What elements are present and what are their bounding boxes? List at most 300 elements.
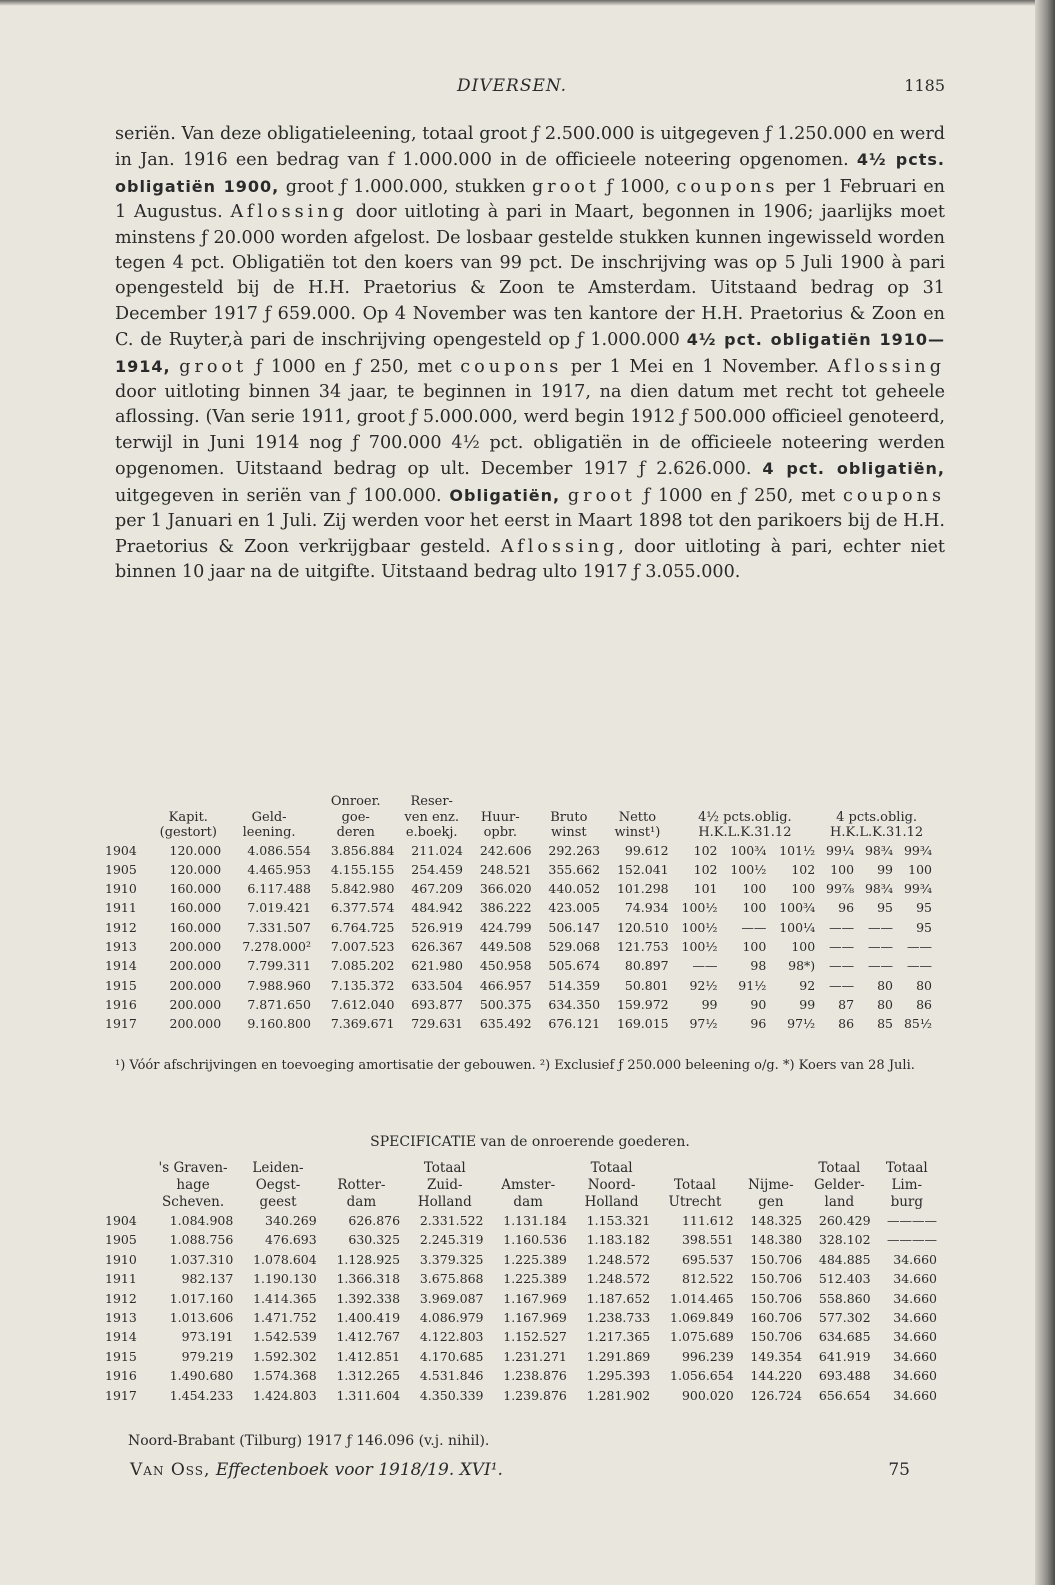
table-cell: ———— xyxy=(887,1232,937,1248)
table-cell: 656.654 xyxy=(818,1387,871,1403)
table-cell: 1.248.572 xyxy=(586,1251,651,1267)
table-row xyxy=(105,1230,940,1249)
table-cell: 80.897 xyxy=(624,958,669,974)
text-run: seriën. Van deze obligatieleening, totaal groot xyxy=(115,124,533,144)
table-cell: 150.706 xyxy=(750,1290,803,1306)
table-cell: 100 xyxy=(742,881,767,897)
table-cell: 626.876 xyxy=(348,1213,401,1228)
table-cell: 366.020 xyxy=(479,881,532,897)
bond-heading-1910-1914: 4½ pct. obligatiën 1910—1914, xyxy=(115,330,945,376)
table-cell: —— xyxy=(829,977,855,993)
row-year: 1914 xyxy=(105,958,137,974)
table-cell: 7.799.311 xyxy=(247,958,311,974)
table-cell: 80 xyxy=(877,977,893,993)
financial-table-header xyxy=(105,794,935,841)
table-cell: 120.510 xyxy=(616,919,669,935)
table-row xyxy=(105,1211,940,1230)
table-cell: 100¾ xyxy=(730,842,767,858)
text-run: uitgegeven in seriën van ƒ 100.000. xyxy=(115,485,450,506)
table-cell: 99 xyxy=(799,996,816,1012)
table-cell: 1.238.733 xyxy=(586,1310,651,1326)
table-cell: 1.366.318 xyxy=(336,1271,401,1287)
table-cell: 6.764.725 xyxy=(330,919,395,935)
table-cell: 1.014.465 xyxy=(670,1290,734,1306)
table-cell: 95 xyxy=(877,900,893,916)
row-year: 1915 xyxy=(105,977,137,993)
spaced-term: Aflossing xyxy=(500,536,619,557)
table-row xyxy=(105,1308,940,1327)
table-cell: 529.068 xyxy=(548,938,601,954)
table-cell: 159.972 xyxy=(616,996,669,1012)
table-cell: 1.592.302 xyxy=(253,1348,317,1364)
table-cell: 7.135.372 xyxy=(330,977,395,993)
table-cell: 97½ xyxy=(689,1016,718,1032)
table-cell: 693.877 xyxy=(411,996,463,1012)
table-cell: 100¼ xyxy=(779,919,816,935)
table-cell: 1.490.680 xyxy=(169,1368,234,1384)
spaced-term: coupons xyxy=(843,485,945,506)
table-cell: 1.392.338 xyxy=(336,1290,401,1306)
table-cell: 812.522 xyxy=(681,1271,734,1287)
table-cell: 1.400.419 xyxy=(336,1310,401,1326)
spaced-term: coupons xyxy=(676,176,779,197)
table-cell: 96 xyxy=(750,1016,767,1032)
table-cell: 7.612.040 xyxy=(330,996,395,1012)
table-cell: 102 xyxy=(791,861,816,877)
spaced-term: Aflossing xyxy=(230,202,348,223)
column-header: Reser- ven enz. e.boekj. xyxy=(404,794,460,840)
table-cell: 476.693 xyxy=(265,1232,317,1248)
column-header: Kapit. (gestort) xyxy=(159,809,217,840)
column-header: Onroer. goe- deren xyxy=(330,794,381,840)
row-year: 1917 xyxy=(105,1016,137,1032)
table-cell: 100½ xyxy=(681,900,718,916)
table-cell: 3.379.325 xyxy=(419,1251,484,1267)
table-cell: 9.160.800 xyxy=(247,1016,311,1032)
table-cell: 4.350.339 xyxy=(419,1387,484,1403)
table-cell: 100 xyxy=(791,938,816,954)
text-run xyxy=(560,486,568,506)
table-cell: 1.248.572 xyxy=(586,1271,651,1287)
table-cell: 729.631 xyxy=(411,1016,463,1032)
table-cell: 99.612 xyxy=(624,842,669,858)
table-footnotes: ¹) Vóór afschrijvingen en toevoeging amortisatie der gebouwen. ²) Exclusief ƒ 250.000 beleening o/g. *) Koers van 28 Juli. xyxy=(115,1058,915,1073)
row-year: 1905 xyxy=(105,1232,137,1248)
table-cell: 100 xyxy=(908,861,932,877)
table-row xyxy=(105,956,935,975)
table-cell: 254.459 xyxy=(411,861,463,877)
text-run: per 1 Januari en 1 Juli. Zij werden voor het eerst in Maart 1898 tot den parikoers bij de H.H. Praetorius & Zoon verkrijgbaar gesteld. xyxy=(115,511,945,557)
table-cell: —— xyxy=(867,919,893,935)
table-cell: 3.969.087 xyxy=(419,1290,484,1306)
text-run: ƒ 1000 en ƒ 250, met xyxy=(247,356,461,377)
footer-volume: XVI¹. xyxy=(459,1460,503,1480)
table-cell: 505.674 xyxy=(548,958,601,974)
row-year: 1910 xyxy=(105,881,137,897)
table-cell: 98 xyxy=(750,958,767,974)
table-cell: 200.000 xyxy=(169,1016,222,1032)
table-cell: —— xyxy=(907,958,932,974)
table-cell: 1.291.869 xyxy=(586,1348,651,1364)
financial-table xyxy=(105,794,935,1033)
table-cell: 1.225.389 xyxy=(503,1271,567,1287)
row-year: 1913 xyxy=(105,938,137,954)
table-cell: 100½ xyxy=(681,919,718,935)
table-cell: 1.017.160 xyxy=(169,1290,234,1306)
table-cell: 126.724 xyxy=(750,1387,803,1403)
main-paragraph xyxy=(115,122,945,585)
row-year: 1912 xyxy=(105,1290,137,1306)
column-header: 4½ pcts.oblig. H.K.L.K.31.12 xyxy=(698,809,792,840)
table-cell: 92 xyxy=(799,977,816,993)
column-header: 4 pcts.oblig. H.K.L.K.31.12 xyxy=(830,809,924,840)
table-cell: 34.660 xyxy=(893,1387,937,1403)
table-cell: 1.412.767 xyxy=(336,1329,401,1345)
table-cell: 506.147 xyxy=(548,919,601,935)
text-run: per 1 Mei en 1 November. xyxy=(562,356,828,377)
table-cell: 1.153.321 xyxy=(586,1213,651,1228)
table-cell: 7.369.671 xyxy=(330,1016,395,1032)
row-year: 1914 xyxy=(105,1329,137,1345)
table-cell: 149.354 xyxy=(750,1348,803,1364)
table-cell: 996.239 xyxy=(681,1348,734,1364)
table-cell: 1.183.182 xyxy=(586,1232,651,1248)
column-header: Rotter- dam xyxy=(337,1177,386,1210)
text-run: ƒ 1000 en ƒ 250, met xyxy=(635,485,843,506)
table-cell: 695.537 xyxy=(681,1251,734,1267)
table-cell: 1.454.233 xyxy=(169,1387,234,1403)
table-cell: 1.574.368 xyxy=(253,1368,317,1384)
table-cell: 102 xyxy=(693,861,718,877)
spaced-term: Aflossing xyxy=(827,356,945,377)
row-year: 1904 xyxy=(105,842,137,858)
table-cell: 1.312.265 xyxy=(336,1368,401,1384)
table-row xyxy=(105,1250,940,1269)
table-cell: 86 xyxy=(916,996,932,1012)
row-year: 1916 xyxy=(105,1368,137,1384)
table-cell: 160.000 xyxy=(169,881,222,897)
table-cell: 34.660 xyxy=(893,1251,937,1267)
table-cell: 242.606 xyxy=(479,842,532,858)
text-run: ƒ 1000, xyxy=(599,176,677,197)
footer-page-number: 75 xyxy=(888,1460,910,1480)
table-cell: 6.117.488 xyxy=(247,881,311,897)
column-header xyxy=(105,1160,150,1211)
table-cell: 99¼ xyxy=(826,842,855,858)
table-cell: 1.167.969 xyxy=(503,1310,567,1326)
table-cell: 99 xyxy=(701,996,718,1012)
table-cell: 558.860 xyxy=(818,1290,871,1306)
table-cell: 1.231.271 xyxy=(503,1348,567,1364)
table-cell: 34.660 xyxy=(893,1310,937,1326)
table-row xyxy=(105,879,935,898)
table-cell: ———— xyxy=(887,1213,937,1228)
column-header xyxy=(105,794,152,841)
spaced-term: coupons xyxy=(460,356,563,377)
table-cell: 150.706 xyxy=(750,1271,803,1287)
table-cell: 7.085.202 xyxy=(330,958,395,974)
table-row xyxy=(105,1289,940,1308)
table-cell: 1.238.876 xyxy=(503,1368,567,1384)
table-cell: 200.000 xyxy=(169,958,222,974)
page-footer xyxy=(130,1460,910,1484)
table-cell: 484.942 xyxy=(411,900,463,916)
table-cell: 150.706 xyxy=(750,1329,803,1345)
table-cell: —— xyxy=(829,919,855,935)
table-cell: 100¾ xyxy=(779,900,816,916)
table-row xyxy=(105,937,935,956)
table-cell: 3.856.884 xyxy=(330,842,395,858)
table-cell: 398.551 xyxy=(681,1232,734,1248)
table-cell: 99⅞ xyxy=(826,881,855,897)
table-cell: 211.024 xyxy=(411,842,463,858)
table-cell: 1.217.365 xyxy=(586,1329,651,1345)
text-run xyxy=(171,357,180,377)
table-cell: 900.020 xyxy=(681,1387,734,1403)
table-cell: 1.013.606 xyxy=(169,1310,234,1326)
table-cell: 633.504 xyxy=(411,977,463,993)
table-cell: 4.122.803 xyxy=(419,1329,484,1345)
column-header: Totaal Lim- burg xyxy=(885,1160,928,1210)
table-cell: 6.377.574 xyxy=(330,900,395,916)
specification-title: SPECIFICATIE van de onroerende goederen. xyxy=(370,1134,690,1150)
table-cell: 1.471.752 xyxy=(253,1310,317,1326)
table-cell: 200.000 xyxy=(169,977,222,993)
table-row xyxy=(105,976,935,995)
column-header: Huur- opbr. xyxy=(480,809,520,840)
text-run: ƒ 2.500.000 is uitgegeven ƒ 1.250.000 en werd in Jan. 1916 een bedrag van f 1.000.000 in de officieele noteering opgenomen. xyxy=(115,124,945,171)
column-header: Totaal Utrecht xyxy=(668,1177,722,1210)
bond-heading-obligatien: Obligatiën, xyxy=(449,485,561,505)
table-cell: 102 xyxy=(693,842,718,858)
table-cell: 96 xyxy=(838,900,855,916)
row-year: 1911 xyxy=(105,900,137,916)
text-run: groot ƒ 1.000.000, stukken xyxy=(279,176,533,197)
table-cell: 634.685 xyxy=(818,1329,871,1345)
table-cell: 34.660 xyxy=(893,1348,937,1364)
table-cell: 1.128.925 xyxy=(336,1251,401,1267)
table-cell: 4.170.685 xyxy=(419,1348,484,1364)
table-row xyxy=(105,1347,940,1366)
noord-brabant-note: Noord-Brabant (Tilburg) 1917 ƒ 146.096 (v.j. nihil). xyxy=(128,1433,490,1449)
table-cell: 1.152.527 xyxy=(503,1329,567,1345)
table-row xyxy=(105,995,935,1014)
table-cell: 34.660 xyxy=(893,1329,937,1345)
footer-publisher: Van Oss, xyxy=(130,1460,211,1480)
row-year: 1905 xyxy=(105,861,137,877)
text-run: door uitloting à pari in Maart, begonnen in 1906; jaarlijks moet minstens ƒ 20.000 worden afgelost. De losbaar gestelde stukken kunnen ingewisseld worden tegen 4 pct. Obligatiën tot den koers van 99 pct. De inschrijving was op 5 Juli 1900 à pari opengesteld bij de H.H. Praetorius & Zoon te Amsterdam. Uitstaand bedrag op 31 December 1917 ƒ 659.000. Op 4 November was ten kantore der H.H. Praetorius & Zoon en C. de Ruyter,à pari de inschrijving opengesteld op ƒ 1.000.000 xyxy=(115,202,946,351)
column-header: Totaal Zuid- Holland xyxy=(417,1160,472,1210)
table-cell: 160.706 xyxy=(750,1310,803,1326)
table-cell: 95 xyxy=(916,919,932,935)
table-cell: 693.488 xyxy=(818,1368,871,1384)
table-row xyxy=(105,918,935,937)
bond-heading-1900: 4½ pcts. obligatiën 1900, xyxy=(115,150,945,196)
table-cell: 4.086.979 xyxy=(419,1310,484,1326)
property-table-header xyxy=(105,1160,940,1211)
table-cell: 160.000 xyxy=(169,919,222,935)
table-row xyxy=(105,1327,940,1346)
column-header: 's Graven- hage Scheven. xyxy=(158,1160,228,1210)
table-row xyxy=(105,1366,940,1385)
table-cell: 1.412.851 xyxy=(336,1348,401,1364)
page-binding-edge xyxy=(1035,0,1055,1585)
table-cell: 4.465.953 xyxy=(247,861,311,877)
table-cell: 386.222 xyxy=(479,900,532,916)
table-cell: 1.131.184 xyxy=(503,1213,567,1228)
table-cell: 1.281.902 xyxy=(586,1387,651,1403)
text-run: , door uitloting à pari, echter niet binnen 10 jaar na de uitgifte. Uitstaand bedrag ulto 1917 ƒ 3.055.000. xyxy=(115,536,945,582)
table-cell: 200.000 xyxy=(169,938,222,954)
text-run: door uitloting binnen 34 jaar, te beginnen in 1917, na dien datum met recht tot geheele aflossing. (Van serie 1911, groot ƒ 5.000.000, werd begin 1912 ƒ 500.000 officieel genoteerd, terwijl in Juni 1914 nog ƒ 700.000 4½ pct. obligatiën in de officieele noteering werden opgenomen. Uitstaand bedrag op ult. December 1917 ƒ 2.626.000. xyxy=(115,382,945,480)
table-row xyxy=(105,1386,940,1405)
column-header: Leiden- Oegst- geest xyxy=(252,1160,304,1210)
column-header: Amster- dam xyxy=(501,1177,556,1210)
table-cell: 577.302 xyxy=(818,1310,871,1326)
table-cell: 1.424.803 xyxy=(253,1387,317,1403)
table-cell: 101.298 xyxy=(616,881,669,897)
table-cell: 2.331.522 xyxy=(419,1213,484,1228)
table-cell: 1.160.536 xyxy=(503,1232,567,1248)
table-cell: 80 xyxy=(877,996,893,1012)
table-cell: 169.015 xyxy=(616,1016,669,1032)
table-cell: 2.245.319 xyxy=(419,1232,484,1248)
table-cell: 100 xyxy=(742,900,767,916)
table-cell: 1.414.365 xyxy=(253,1290,317,1306)
column-header: Geld- leening. xyxy=(242,809,296,840)
column-header: Bruto winst xyxy=(550,809,588,840)
table-cell: —— xyxy=(829,938,855,954)
table-cell: 467.209 xyxy=(411,881,463,897)
table-cell: 1.088.756 xyxy=(169,1232,234,1248)
table-cell: 98¾ xyxy=(864,842,893,858)
table-cell: —— xyxy=(692,958,718,974)
row-year: 1910 xyxy=(105,1251,137,1267)
table-cell: 1.542.539 xyxy=(253,1329,317,1345)
table-cell: 248.521 xyxy=(479,861,532,877)
table-cell: 34.660 xyxy=(893,1368,937,1384)
table-cell: 34.660 xyxy=(893,1290,937,1306)
column-header: Totaal Gelder- land xyxy=(813,1160,865,1210)
table-cell: 641.919 xyxy=(818,1348,871,1364)
table-cell: 98¾ xyxy=(864,881,893,897)
row-year: 1913 xyxy=(105,1310,137,1326)
table-cell: 152.041 xyxy=(616,861,669,877)
table-cell: 973.191 xyxy=(181,1329,234,1345)
table-row xyxy=(105,860,935,879)
table-cell: 91½ xyxy=(738,977,767,993)
table-cell: 7.007.523 xyxy=(330,938,395,954)
table-cell: 101½ xyxy=(779,842,816,858)
table-cell: —— xyxy=(867,938,893,954)
header-page-number: 1185 xyxy=(904,76,945,95)
table-cell: 50.801 xyxy=(624,977,669,993)
table-cell: 7.331.507 xyxy=(247,919,311,935)
table-cell: 95 xyxy=(916,900,932,916)
table-cell: 466.957 xyxy=(479,977,532,993)
table-cell: 634.350 xyxy=(548,996,601,1012)
table-cell: 86 xyxy=(838,1016,855,1032)
table-cell: —— xyxy=(907,938,932,954)
table-cell: 1.078.604 xyxy=(253,1251,317,1267)
table-cell: 101 xyxy=(693,881,718,897)
paragraph-text xyxy=(115,122,945,585)
table-cell: 111.612 xyxy=(681,1213,734,1228)
table-cell: 121.753 xyxy=(616,938,669,954)
row-year: 1917 xyxy=(105,1387,137,1403)
table-cell: 7.278.000² xyxy=(242,938,311,954)
page-top-shadow xyxy=(0,0,1055,6)
table-cell: 148.380 xyxy=(750,1232,803,1248)
table-cell: 1.187.652 xyxy=(586,1290,651,1306)
table-cell: 449.508 xyxy=(479,938,532,954)
table-cell: 80 xyxy=(916,977,932,993)
table-cell: 85 xyxy=(877,1016,893,1032)
table-cell: 340.269 xyxy=(265,1213,317,1228)
table-cell: 90 xyxy=(750,996,767,1012)
table-cell: —— xyxy=(867,958,893,974)
table-cell: 676.121 xyxy=(548,1016,601,1032)
table-cell: 144.220 xyxy=(750,1368,803,1384)
table-cell: 1.190.130 xyxy=(253,1271,317,1287)
table-cell: 120.000 xyxy=(169,861,222,877)
table-cell: 514.359 xyxy=(548,977,601,993)
table-cell: 120.000 xyxy=(169,842,222,858)
table-cell: 100 xyxy=(742,938,767,954)
table-cell: 1.239.876 xyxy=(503,1387,567,1403)
table-cell: 100 xyxy=(791,881,816,897)
table-cell: 1.311.604 xyxy=(336,1387,401,1403)
table-cell: 260.429 xyxy=(818,1213,871,1228)
table-cell: 1.084.908 xyxy=(169,1213,234,1228)
table-cell: 1.069.849 xyxy=(670,1310,734,1326)
table-cell: 1.056.654 xyxy=(670,1368,734,1384)
table-cell: 200.000 xyxy=(169,996,222,1012)
table-cell: 635.492 xyxy=(479,1016,532,1032)
table-cell: 1.037.310 xyxy=(169,1251,234,1267)
table-cell: 150.706 xyxy=(750,1251,803,1267)
text-run: per 1 Februari en 1 Augustus. xyxy=(115,176,945,223)
table-cell: 3.675.868 xyxy=(419,1271,484,1287)
column-header: Nijme- gen xyxy=(748,1177,794,1210)
header-title: DIVERSEN. xyxy=(457,76,568,96)
table-cell: 34.660 xyxy=(893,1271,937,1287)
table-cell: 97½ xyxy=(787,1016,816,1032)
table-cell: 99¾ xyxy=(903,881,932,897)
footer-citation xyxy=(130,1460,503,1480)
table-cell: 99¾ xyxy=(903,842,932,858)
column-header: Totaal Noord- Holland xyxy=(584,1160,639,1210)
table-cell: 7.988.960 xyxy=(247,977,311,993)
table-cell: 148.325 xyxy=(750,1213,803,1228)
row-year: 1915 xyxy=(105,1348,137,1364)
table-cell: 98*) xyxy=(788,958,816,974)
table-cell: 100 xyxy=(830,861,855,877)
table-cell: 450.958 xyxy=(479,958,532,974)
table-cell: —— xyxy=(741,919,767,935)
table-cell: 7.019.421 xyxy=(247,900,311,916)
table-cell: 440.052 xyxy=(548,881,601,897)
table-cell: 292.263 xyxy=(548,842,601,858)
row-year: 1904 xyxy=(105,1213,137,1228)
spaced-term: groot xyxy=(567,485,636,506)
property-specification-table xyxy=(105,1160,940,1405)
table-cell: 74.934 xyxy=(624,900,669,916)
table-cell: 512.403 xyxy=(818,1271,871,1287)
table-cell: 4.155.155 xyxy=(330,861,395,877)
table-cell: 979.219 xyxy=(181,1348,234,1364)
table-cell: 5.842.980 xyxy=(330,881,395,897)
